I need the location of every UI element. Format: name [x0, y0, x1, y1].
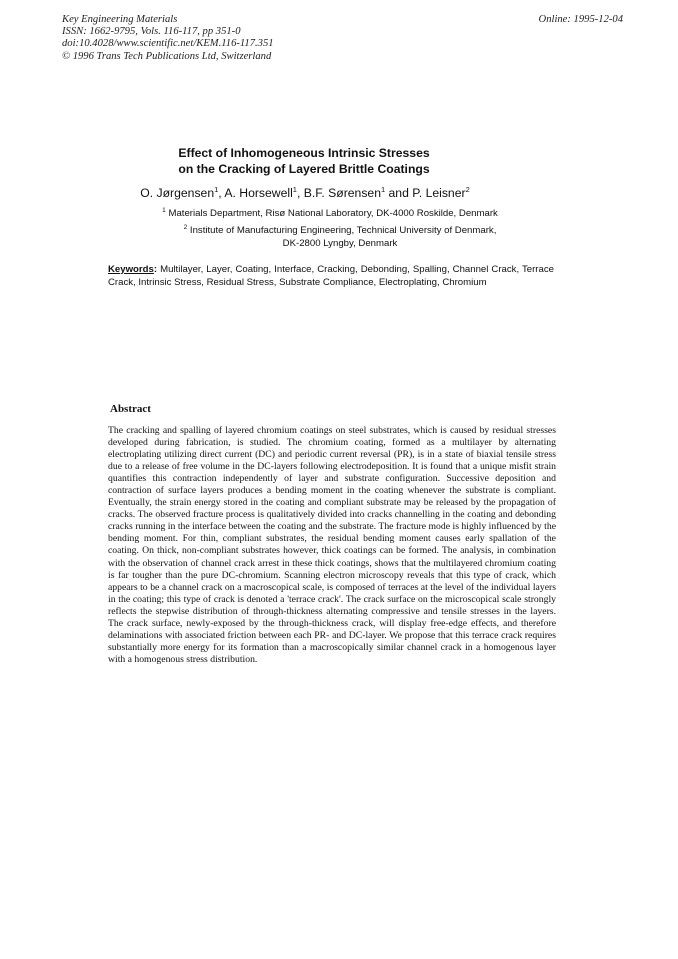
author-2-affil: 1	[292, 185, 297, 194]
keywords-label: Keywords	[108, 264, 154, 275]
paper-title	[100, 146, 508, 177]
copyright-line: © 1996 Trans Tech Publications Ltd, Switzerland	[62, 50, 272, 62]
abstract-heading: Abstract	[110, 403, 151, 415]
affiliation-1-number: 1	[162, 207, 166, 214]
author-4: P. Leisner	[412, 186, 466, 200]
affiliation-2-line-2: DK-2800 Lyngby, Denmark	[282, 237, 398, 249]
affiliation-2-number: 2	[183, 224, 188, 231]
keywords-text: Multilayer, Layer, Coating, Interface, Cracking, Debonding, Spalling, Channel Crack, Terrace Crack, Intrinsic Stress, Residual Stress, Substrate Compliance, Electroplating, Chromium	[108, 264, 554, 288]
author-list	[80, 186, 530, 201]
title-line-1: Effect of Inhomogeneous Intrinsic Stresses	[178, 146, 430, 160]
author-4-affil: 2	[465, 185, 470, 194]
author-3-affil: 1	[380, 185, 386, 194]
issn-line: ISSN: 1662-9795, Vols. 116-117, pp 351-0	[62, 26, 241, 38]
author-separator: ,	[296, 186, 304, 200]
author-2: A. Horsewell	[224, 186, 293, 200]
journal-name: Key Engineering Materials	[62, 14, 178, 25]
doi-line: doi:10.4028/www.scientific.net/KEM.116-117.351	[62, 38, 274, 50]
keywords-colon: :	[153, 264, 161, 275]
author-1: O. Jørgensen	[140, 186, 215, 200]
author-conjunction: and	[385, 186, 413, 200]
author-1-affil: 1	[214, 185, 219, 194]
affiliation-1	[120, 208, 540, 221]
title-line-2: on the Cracking of Layered Brittle Coatings	[178, 161, 430, 176]
affiliation-1-text: Materials Department, Risø National Laboratory, DK-4000 Roskilde, Denmark	[168, 208, 498, 219]
affiliation-2	[140, 225, 540, 251]
affiliation-2-line-1: Institute of Manufacturing Engineering, Technical University of Denmark,	[189, 225, 497, 236]
online-date: Online: 1995-12-04	[538, 14, 623, 25]
keywords-block	[108, 264, 554, 289]
journal-header	[62, 14, 402, 63]
author-3: B.F. Sørensen	[303, 186, 381, 200]
abstract-body: The cracking and spalling of layered chromium coatings on steel substrates, which is caused by residual stresses developed during fabrication, is studied. The chromium coating, formed as a multilayer by alternating electroplating utilizing direct current (DC) and periodic current reversal (PR), is in a state of biaxial tensile stress due to a release of free volume in the DC-layers following electrodeposition. It is found that a unique misfit strain quantifies this contraction independently of layer and substrate configuration. Successive deposition and contraction of surface layers produces a bending moment in the coating whenever the substrate is compliant. Eventually, the strain energy stored in the coating and compliant substrate may be released by the propagation of cracks. The observed fracture process is qualitatively divided into cracks channelling in the coating and debonding cracks running in the interface between the coating and the substrate. The fracture mode is highly influenced by the bending moment. For thin, compliant substrates, the residual bending moment causes early spallation of the coating. On thick, non-compliant substrates however, thick coatings can be formed. The analysis, in combination with the observation of channel crack arrest in these thick coatings, shows that the multilayered chromium coating is far tougher than the pure DC-chromium. Scanning electron microscopy reveals that this type of crack, which appears to be a channel crack on a macroscopical scale, is composed of terraces at the level of the individual layers in the coating; this type of crack is denoted a 'terrace crack'. The crack surface on the microscopical scale strongly reflects the stepwise distribution of through-thickness alternating compressive and tensile stresses in the layers. The crack surface, newly-exposed by the through-thickness crack, will display free-edge effects, and therefore delaminations with associated friction between each PR- and DC-layer. We propose that this terrace crack requires substantially more energy for its formation than a macroscopically similar channel crack in a homogenous layer with a homogenous stress distribution.	[108, 425, 556, 665]
author-separator: ,	[218, 186, 225, 200]
